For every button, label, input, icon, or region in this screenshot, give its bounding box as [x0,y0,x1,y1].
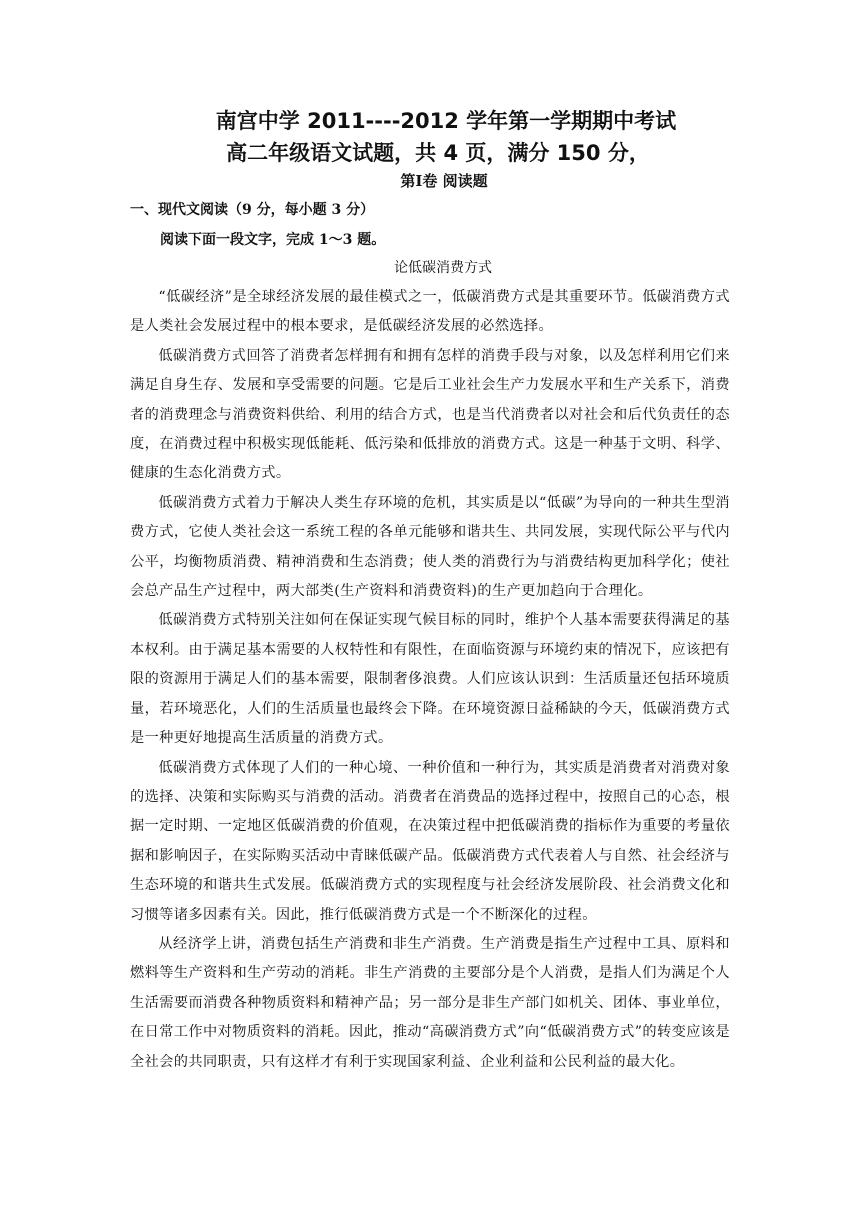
essay-paragraph: 从经济学上讲，消费包括生产消费和非生产消费。生产消费是指生产过程中工具、原料和燃料等生产资料和生产劳动的消耗。非生产消费的主要部分是个人消费，是指人们为满足个人生活需要而消费各种物质资料和精神产品；另一部分是非生产部门如机关、团体、事业单位，在日常工作中对物质资料的消耗。因此，推动“高碳消费方式”向“低碳消费方式”的转变应该是全社会的共同职责，只有这样才有利于实现国家利益、企业利益和公民利益的最大化。 [130,935,730,1070]
essay-paragraph: 低碳消费方式体现了人们的一种心境、一种价值和一种行为，其实质是消费者对消费对象的选择、决策和实际购买与消费的活动。消费者在消费品的选择过程中，按照自己的心态，根据一定时期、一定地区低碳消费的价值观，在决策过程中把低碳消费的指标作为重要的考量依据和影响因子，在实际购买活动中青睐低碳产品。低碳消费方式代表着人与自然、社会经济与生态环境的和谐共生式发展。低碳消费方式的实现程度与社会经济发展阶段、社会消费文化和习惯等诸多因素有关。因此，推行低碳消费方式是一个不断深化的过程。 [130,759,730,923]
essay-paragraph: “低碳经济”是全球经济发展的最佳模式之一，低碳消费方式是其重要环节。低碳消费方式是人类社会发展过程中的根本要求，是低碳经济发展的必然选择。 [130,289,730,335]
essay-paragraph: 低碳消费方式回答了消费者怎样拥有和拥有怎样的消费手段与对象，以及怎样利用它们来满足自身生存、发展和享受需要的问题。它是后工业社会生产力发展水平和生产关系下，消费者的消费理念与消费资料供给、利用的结合方式，也是当代消费者以对社会和后代负责任的态度，在消费过程中积极实现低能耗、低污染和低排放的消费方式。这是一种基于文明、科学、健康的生态化消费方式。 [130,347,730,482]
essay-paragraph: 低碳消费方式特别关注如何在保证实现气候目标的同时，维护个人基本需要获得满足的基本权利。由于满足基本需要的人权特性和有限性，在面临资源与环境约束的情况下，应该把有限的资源用于满足人们的基本需要，限制奢侈浪费。人们应该认识到：生活质量还包括环境质量，若环境恶化，人们的生活质量也最终会下降。在环境资源日益稀缺的今天，低碳消费方式是一种更好地提高生活质量的消费方式。 [130,612,730,747]
essay-body [130,283,730,1077]
section-heading: 一、现代文阅读（9 分，每小题 3 分） [130,202,375,218]
exam-subtitle: 高二年级语文试题，共 4 页，满分 150 分， [226,141,650,165]
volume-title: 第Ⅰ卷 阅读题 [400,172,488,190]
essay-title: 论低碳消费方式 [394,260,492,276]
reading-instruction: 阅读下面一段文字，完成 1～3 题。 [160,232,386,248]
exam-title: 南宫中学 2011----2012 学年第一学期期中考试 [215,109,677,133]
essay-paragraph: 低碳消费方式着力于解决人类生存环境的危机，其实质是以“低碳”为导向的一种共生型消费方式，它使人类社会这一系统工程的各单元能够和谐共生、共同发展，实现代际公平与代内公平，均衡物质消费、精神消费和生态消费；使人类的消费行为与消费结构更加科学化；使社会总产品生产过程中，两大部类(生产资料和消费资料)的生产更加趋向于合理化。 [130,494,730,600]
